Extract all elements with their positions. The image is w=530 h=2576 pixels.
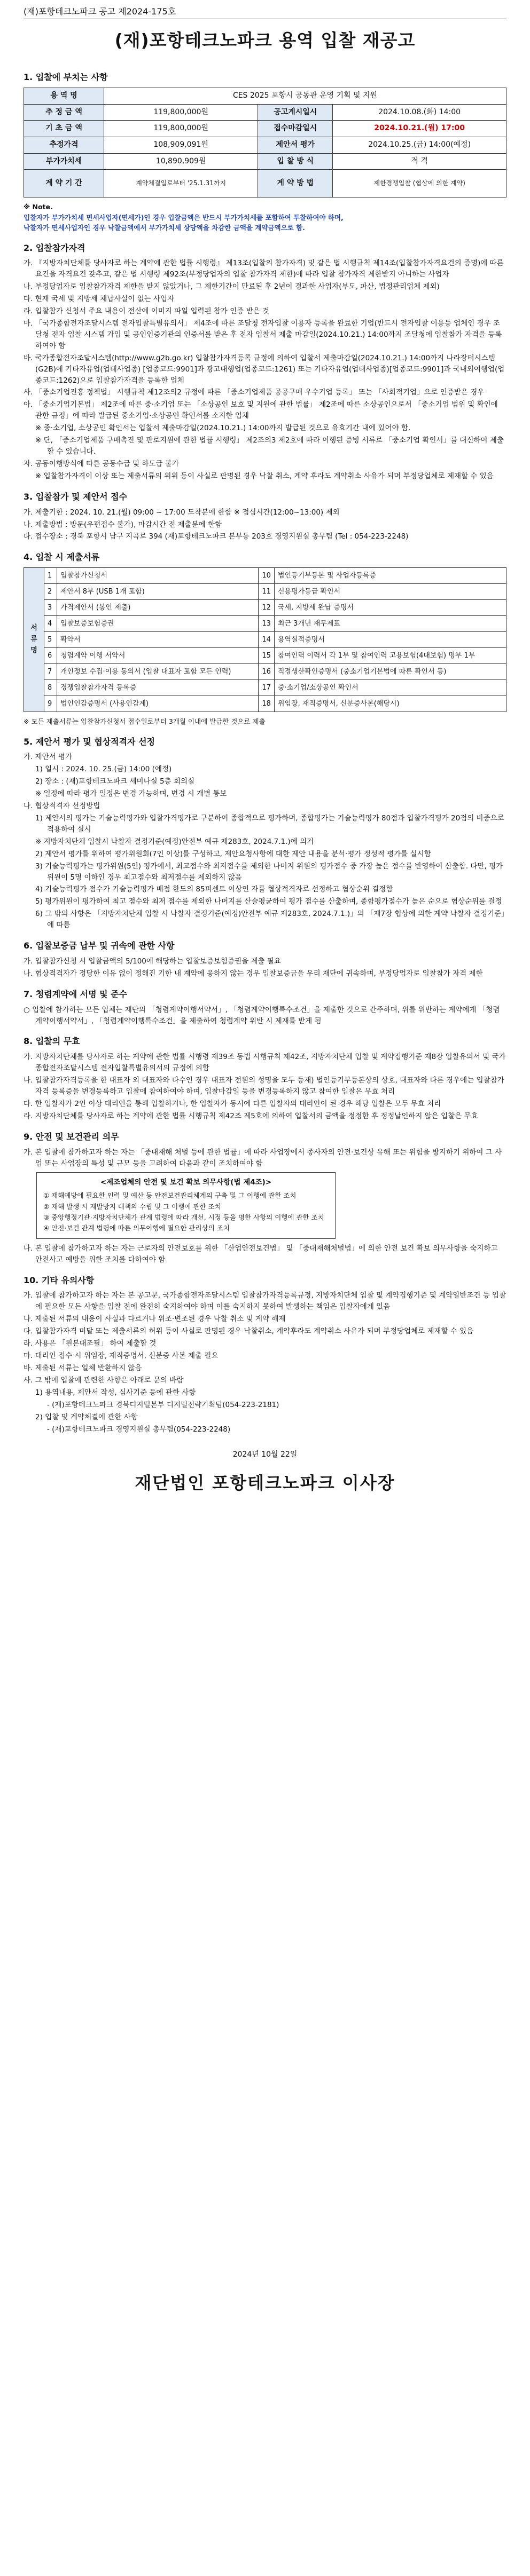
doc-name: 중·소기업/소상공인 확인서 — [274, 680, 506, 696]
value-cell: 제한경쟁입찰 (협상에 의한 계약) — [333, 170, 506, 197]
list-item: 2) 입찰 및 계약체결에 관한 사항 — [35, 1412, 138, 1421]
list-item: 사. 그 밖에 입찰에 관련한 사항은 아래로 문의 바람 — [24, 1376, 184, 1385]
list-item: 2) 장소 : (재)포항테크노파크 세미나실 5층 회의실 — [35, 777, 195, 786]
label-cell: 계 약 방 법 — [258, 170, 333, 197]
doc-number: 18 — [259, 696, 275, 712]
doc-number: 12 — [259, 600, 275, 616]
list-item: 다. 현재 국세 및 지방세 체납사실이 없는 사업자 — [24, 295, 175, 304]
doc-number: 1 — [44, 568, 57, 584]
list-item: 아. 「중소기업기본법」 제2조에 따른 중·소기업 또는 「소상공인 보호 및 지원에 관한 법률」 제2조에 따른 소상공인으로서 「중소기업 범위 및 확인에 관한 규정」에 따라 발급된 중소기업·소상공인 확인서를 소지한 업체 — [24, 400, 498, 421]
doc-number: 9 — [44, 696, 57, 712]
list-item: 가. 입찰참가신청 시 입찰금액의 5/100에 해당하는 입찰보증보험증권을 제출 필요 — [24, 957, 281, 966]
box-line: ② 재해 발생 시 재발방지 대책의 수립 및 그 이행에 관한 조치 — [43, 1202, 221, 1211]
table-row — [24, 680, 506, 696]
table-row — [24, 696, 506, 712]
list-item: 가. 제안서 평가 — [24, 753, 73, 762]
list-item: 4) 기술능력평가 점수가 기술능력평가 배점 한도의 85퍼센트 이상인 자를 협상적격자로 선정하고 협상순위 결정함 — [35, 885, 393, 894]
value-cell: 119,800,000원 — [104, 121, 258, 137]
table-row — [24, 121, 506, 137]
page-title: (재)포항테크노파크 용역 입찰 재공고 — [114, 30, 416, 51]
list-item: 5) 평가위원이 평가하여 최고 점수와 최저 점수를 제외한 나머지를 산술평균하여 평가 점수를 산출하며, 종합평가점수가 높은 순으로 협상순위를 결정 — [35, 897, 502, 906]
list-item: 가. 제출기한 : 2024. 10. 21.(월) 09:00 ~ 17:00 도착분에 한함 ※ 점심시간(12:00~13:00) 제외 — [24, 508, 340, 517]
bid-overview-table — [24, 88, 506, 197]
box-line: ① 재해예방에 필요한 인력 및 예산 등 안전보건관리체계의 구축 및 그 이행에 관한 조치 — [43, 1191, 297, 1200]
section-3-heading: 3. 입찰참가 및 제안서 접수 — [24, 491, 128, 502]
doc-number: 14 — [259, 632, 275, 648]
section-8-body — [24, 1052, 506, 1122]
list-item: 가. 입찰에 참가하고자 하는 자는 본 공고문, 국가종합전자조달시스템 입찰참가자격등록규정, 지방자치단체 입찰 및 계약집행기준 및 계약일반조건 등 입찰에 필요한 모든 사항을 입찰 전에 완전히 숙지하여야 하며 이를 숙지하지 못하여 발생하는 책임은 입찰자에게 있음 — [24, 1291, 506, 1311]
doc-number: 8 — [44, 680, 57, 696]
doc-name: 확약서 — [57, 632, 259, 648]
table-row — [24, 600, 506, 616]
section-9-heading: 9. 안전 및 보건관리 의무 — [24, 1131, 119, 1142]
list-item: 바. 국가종합전자조달시스템(http://www.g2b.go.kr) 입찰참가자격등록 규정에 의하여 입찰서 제출마감일(2024.10.21.) 14:00까지 나라장터시스템(G2B)에 기타자유업(업태사업종) [업종코드:9901]과 광고대행업(업종코드:1261) 또는 기타자유업(업태사업종)[업종코드:9901]과 국내외여행업(업종코드:1262)으로 입찰참가자격을 등록한 업체 — [24, 353, 505, 385]
label-cell: 추 정 금 액 — [24, 104, 104, 121]
doc-name: 가격제안서 (봉인 제출) — [57, 600, 259, 616]
list-item: ※ 지방자치단체 입찰시 낙찰자 결정기준(예정)안전부 예규 제283호, 2024.7.1.)에 의거 — [35, 837, 314, 846]
doc-number: 7 — [44, 664, 57, 680]
notice-number: (재)포항테크노파크 공고 제2024-175호 — [24, 0, 506, 19]
doc-name: 입찰보증보험증권 — [57, 616, 259, 632]
list-item: ※ 일정에 따라 평가 일정은 변경 가능하며, 변경 시 개별 통보 — [35, 789, 227, 799]
vat-note — [24, 202, 506, 233]
service-name-cell: CES 2025 포항시 공동관 운영 기획 및 지원 — [104, 88, 506, 104]
list-item: 1) 일시 : 2024. 10. 25.(금) 14:00 (예정) — [35, 765, 172, 774]
doc-name: 청렴계약 이행 서약서 — [57, 648, 259, 664]
doc-name: 경쟁입찰참가자격 등록증 — [57, 680, 259, 696]
note-line: 낙찰자가 면세사업자인 경우 낙찰금액에서 부가가치세 상당액을 차감한 금액을 계약금액으로 함. — [24, 224, 305, 232]
section-2-heading: 2. 입찰참가자격 — [24, 242, 85, 253]
doc-name: 용역실적증명서 — [274, 632, 506, 648]
list-item: 1) 용역내용, 제안서 작성, 심사기준 등에 관한 사항 — [35, 1388, 196, 1397]
box-line: ④ 안전·보건 관계 법령에 따른 의무이행에 필요한 관리상의 조치 — [43, 1224, 230, 1232]
list-item: ※ 단, 「중소기업제품 구매촉진 및 판로지원에 관한 법률 시행령」 제2조의3 제2호에 따라 이행된 증빙 서류로 「중소기업 확인서」를 대신하여 제출할 수 있습니다. — [35, 436, 504, 456]
label-cell: 계 약 기 간 — [24, 170, 104, 197]
list-item: - (재)포항테크노파크 경영지원실 총무팀(054-223-2248) — [47, 1425, 231, 1434]
table-row — [24, 137, 506, 154]
doc-number: 15 — [259, 648, 275, 664]
note-label: ※ Note. — [24, 203, 53, 211]
label-cell: 용 역 명 — [24, 88, 104, 104]
note-line: 입찰자가 부가가치세 면세사업자(면세가)인 경우 입찰금액은 반드시 부가가치세를 포함하여 투찰하여야 하며, — [24, 213, 344, 222]
doc-name: 최근 3개년 재무제표 — [274, 616, 506, 632]
documents-table — [24, 567, 506, 712]
doc-number: 13 — [259, 616, 275, 632]
issuer-name: 재단법인 포항테크노파크 이사장 — [135, 1473, 395, 1494]
table-row — [24, 632, 506, 648]
section-1-heading: 1. 입찰에 부치는 사항 — [24, 72, 108, 83]
doc-name: 법인인감증명서 (사용인감계) — [57, 696, 259, 712]
doc-number: 6 — [44, 648, 57, 664]
list-item: 6) 그 밖의 사항은 「지방자치단체 입찰 시 낙찰자 결정기준(예정)안전부 예규 제283호, 2024.7.1.)」의 「제7장 협상에 의한 계약 낙찰자 결정기준」에 따름 — [35, 910, 505, 930]
section-10-heading: 10. 기타 유의사항 — [24, 1275, 95, 1285]
doc-name: 입찰참가신청서 — [57, 568, 259, 584]
section-9-body-2 — [24, 1243, 506, 1266]
section-7-heading: 7. 청렴계약에 서명 및 준수 — [24, 989, 128, 999]
group-label: 서류명 — [24, 568, 44, 712]
section-3-body — [24, 507, 506, 543]
table-row — [24, 664, 506, 680]
box-line: ③ 중앙행정기관·지방자치단체가 관계 법령에 따라 개선, 시정 등을 명한 사항의 이행에 관한 조치 — [43, 1213, 324, 1222]
table-row — [24, 88, 506, 104]
list-item: 다. 입찰참가자격 미달 또는 제출서류의 허위 등이 사실로 판명된 경우 낙찰취소, 계약후라도 계약취소 사유가 되며 부정당업체로 제재할 수 있음 — [24, 1327, 474, 1336]
value-cell: 적 격 — [333, 153, 506, 170]
section-5-heading: 5. 제안서 평가 및 협상적격자 선정 — [24, 736, 155, 747]
announcement-date: 2024년 10월 22일 — [232, 1450, 298, 1459]
table-row — [24, 104, 506, 121]
list-item: ※ 중·소기업, 소상공인 확인서는 입찰서 제출마감일(2024.10.21.) 14:00까지 발급된 것으로 유효기간 내에 있어야 함. — [35, 424, 411, 433]
section-9-body — [24, 1147, 506, 1170]
label-cell: 공고게시일시 — [258, 104, 333, 121]
doc-number: 17 — [259, 680, 275, 696]
doc-name: 신용평가등급 확인서 — [274, 584, 506, 600]
value-cell: 계약체결일로부터 '25.1.31까지 — [104, 170, 258, 197]
doc-number: 16 — [259, 664, 275, 680]
label-cell: 추정가격 — [24, 137, 104, 154]
doc-name: 국세, 지방세 완납 증명서 — [274, 600, 506, 616]
list-item: 가. 지방자치단체를 당사자로 하는 계약에 관한 법률 시행령 제39조 동법 시행규칙 제42조, 지방자치단체 입찰 및 계약집행기준 제8장 입찰유의서 및 국가종합전자조달시스템 전자입찰특별유의서의 규정에 의함 — [24, 1053, 506, 1073]
list-item: 나. 부정당업자로 입찰참가자격 제한을 받지 않았거나, 그 제한기간이 만료된 후 2년이 경과한 사업자(부도, 파산, 법정관리업체 제외) — [24, 282, 440, 291]
section-10-body — [24, 1290, 506, 1435]
value-cell: 2024.10.08.(화) 14:00 — [333, 104, 506, 121]
list-item: 나. 제출된 서류의 내용이 사실과 다르거나 위조·변조된 경우 낙찰 취소 및 계약 해제 — [24, 1315, 286, 1324]
documents-footnote: ※ 모든 제출서류는 입찰참가신청서 접수일로부터 3개월 이내에 발급한 것으로 제출 — [24, 717, 266, 726]
list-item: 라. 사용은 「원본대조필」 하여 제출할 것 — [24, 1339, 157, 1348]
list-item: 1) 제안서의 평가는 기술능력평가와 입찰가격평가로 구분하여 종합적으로 평가하며, 종합평가는 기술능력평가 80점과 입찰가격평가 20점의 비중으로 적용하여 실시 — [35, 813, 504, 834]
list-item: 가. 『지방자치단체를 당사자로 하는 계약에 관한 법률 시행령』 제13조(입찰의 참가자격) 및 같은 법 시행규칙 제14조(입찰참가자격요건의 증명)에 따른 요건을 자격요건 갖추고, 같은 법 시행령 제92조(부정당업자의 입찰 참가자격 제한)에 따라 입찰 참가자격 제한받지 아니하는 사업자 — [24, 259, 504, 279]
list-item: 3) 기술능력평가는 평가위원(5인) 평가에서, 최고점수와 최저점수를 제외한 나머지 위원의 평가점수 중 가장 높은 점수를 반영하여 산출함. 다만, 평가위원이 5명 이하인 경우 최고점수와 최저점수를 제외하지 않음 — [35, 862, 503, 882]
doc-name: 직접생산확인증명서 (중소기업기본법에 따른 확인서 등) — [274, 664, 506, 680]
label-cell: 제안서 평가 — [258, 137, 333, 154]
list-item: 라. 지방자치단체를 당사자로 하는 계약에 관한 법률 시행규칙 제42조 제5호에 의하여 입찰서의 금액을 정정한 후 정정날인하지 않은 입찰은 무효 — [24, 1111, 478, 1120]
section-2-body — [24, 258, 506, 482]
list-item: ※ 입찰참가자격이 이상 또는 제출서류의 위위 등이 사실로 판명된 경우 낙찰 취소, 계약 후라도 계약취소 사유가 되며 부정당업체로 제재할 수 있음 — [35, 471, 494, 480]
section-6-body — [24, 956, 506, 979]
section-6-heading: 6. 입찰보증금 납부 및 귀속에 관한 사항 — [24, 941, 175, 951]
value-cell: 119,800,000원 — [104, 104, 258, 121]
doc-name: 제안서 8부 (USB 1개 포함) — [57, 584, 259, 600]
section-5-body — [24, 752, 506, 931]
section-8-heading: 8. 입찰의 무효 — [24, 1036, 80, 1047]
label-cell: 기 초 금 액 — [24, 121, 104, 137]
doc-name: 개인정보 수집·이용 동의서 (입찰 대표자 포함 모든 인력) — [57, 664, 259, 680]
value-cell: 10,890,909원 — [104, 153, 258, 170]
doc-number: 4 — [44, 616, 57, 632]
table-row — [24, 170, 506, 197]
list-item: 마. 「국가종합전자조달시스템 전자입찰특별유의서」 제4조에 따른 조달청 전자입찰 이용자 등록을 완료한 기업(반드시 전자입찰 이용등 업체인 경우 조달청 전자 입찰 시스템 가입 및 공인인증기관의 인증서를 받은 후 전자 입찰서 제출 마감일(2024.10.21.) 14:00까지 조달청에 입찰참가 자격을 등록하여야 함 — [24, 319, 502, 350]
list-item: 나. 입찰참가자격등록을 한 대표자 외 대표자와 다수인 경우 대표자 전원의 성명을 모두 등재) 법인등기부등본상의 상호, 대표자와 다른 경우에는 입찰참가자격 등록증을 변경등록하고 입찰에 참여하여야 하며, 입찰마감일 등을 변경등록하지 않고 참여한 입찰은 무효 처리 — [24, 1076, 504, 1096]
list-item: 나. 본 입찰에 참가하고자 하는 자는 근로자의 안전보호를 위한 「산업안전보건법」 및 「중대재해처벌법」에 의한 안전 보건 확보 의무사항을 숙지하고 안전사고 예방을 위한 조치를 다하여야 함 — [24, 1244, 498, 1264]
list-item: 나. 제출방법 : 방문(우편접수 불가), 마감시간 전 제출분에 한함 — [24, 520, 222, 529]
doc-number: 3 — [44, 600, 57, 616]
list-item: 다. 한 입찰자가 2인 이상 대리인을 통해 입찰하거나, 한 입찰자가 동시에 다른 입찰자의 대리인이 된 경우 해당 입찰은 모두 무효 처리 — [24, 1099, 441, 1108]
list-item: 바. 제출된 서류는 일체 반환하지 않음 — [24, 1364, 142, 1373]
safety-duty-box — [36, 1172, 336, 1238]
list-item: 나. 협상적격자가 정당한 이유 없이 정해진 기한 내 계약에 응하지 않는 경우 입찰보증금을 우리 재단에 귀속하며, 부정당업자로 입찰참가 자격 제한 — [24, 969, 483, 978]
deadline-value: 2024.10.21.(월) 17:00 — [333, 121, 506, 137]
box-lines — [43, 1190, 329, 1234]
list-item: 가. 본 입찰에 참가하고자 하는 자는 「중대재해 처벌 등에 관한 법률」에 따라 사업장에서 종사자의 안전·보건상 유해 또는 위험을 방지하기 위하여 그 사업 또는 사업장의 특성 및 규모 등을 고려하여 다음과 같이 조치하여야 함 — [24, 1148, 502, 1168]
list-item: 2) 제안서 평가를 위하여 평가위원회(7인 이상)를 구성하고, 제안요청사항에 대한 제안 내용을 분석·평가 정성적 평가를 실시함 — [35, 849, 431, 858]
list-item: - (재)포항테크노파크 경북디지털본부 디지털전략기획팀(054-223-2181) — [47, 1400, 279, 1409]
doc-number: 11 — [259, 584, 275, 600]
list-item: 다. 접수장소 : 경북 포항시 남구 지곡로 394 (재)포항테크노파크 본부동 203호 경영지원실 총무팀 (Tel : 054-223-2248) — [24, 532, 409, 541]
label-cell: 접수마감일시 — [258, 121, 333, 137]
value-cell: 108,909,091원 — [104, 137, 258, 154]
list-item: 마. 대리인 접수 시 위임장, 재직증명서, 신분증 사본 제출 필요 — [24, 1352, 219, 1361]
box-title: <제조업체의 안전 및 보건 확보 의무사항(법 제4조)> — [100, 1178, 272, 1187]
doc-name: 법인등기부등본 및 사업자등록증 — [274, 568, 506, 584]
doc-number: 5 — [44, 632, 57, 648]
doc-name: 참여인력 이력서 각 1부 및 참여인력 고용보험(4대보험) 명부 1부 — [274, 648, 506, 664]
label-cell: 입 찰 방 식 — [258, 153, 333, 170]
value-cell: 2024.10.25.(금) 14:00(예정) — [333, 137, 506, 154]
list-item: 나. 협상적격자 선정방법 — [24, 802, 100, 811]
section-4-heading: 4. 입찰 시 제출서류 — [24, 552, 100, 563]
table-row — [24, 153, 506, 170]
section-7-body — [24, 1005, 506, 1027]
table-row — [24, 616, 506, 632]
table-row — [24, 584, 506, 600]
doc-number: 2 — [44, 584, 57, 600]
table-row — [24, 568, 506, 584]
list-item: 라. 입찰참가 신청서 주요 내용이 전산에 이미지 파일 입력된 참가 인증 받은 것 — [24, 306, 270, 315]
table-row — [24, 648, 506, 664]
list-item: ○ 입찰에 참가하는 모든 업체는 재단의 「청렴계약이행서약서」, 「청렴계약이행특수조건」을 제출한 것으로 간주하며, 위를 위반하는 계약에게 「청렴계약이행서약서」, 「청렴계약이행특수조건」을 제출하여 청렴계약 위반 시 제재를 받게 됨 — [24, 1005, 500, 1025]
doc-number: 10 — [259, 568, 275, 584]
list-item: 자. 공동이행방식에 따른 공동수급 및 하도급 불가 — [24, 459, 179, 468]
list-item: 사. 「중소기업진흥 정책법」 시행규칙 제12조의2 규정에 따른 「중소기업제품 공공구매 우수기업 등록」 또는 「사회적기업」으로 인증받은 경우 — [24, 388, 485, 397]
label-cell: 부가가치세 — [24, 153, 104, 170]
doc-name: 위임장, 재직증명서, 신분증사본(해당시) — [274, 696, 506, 712]
